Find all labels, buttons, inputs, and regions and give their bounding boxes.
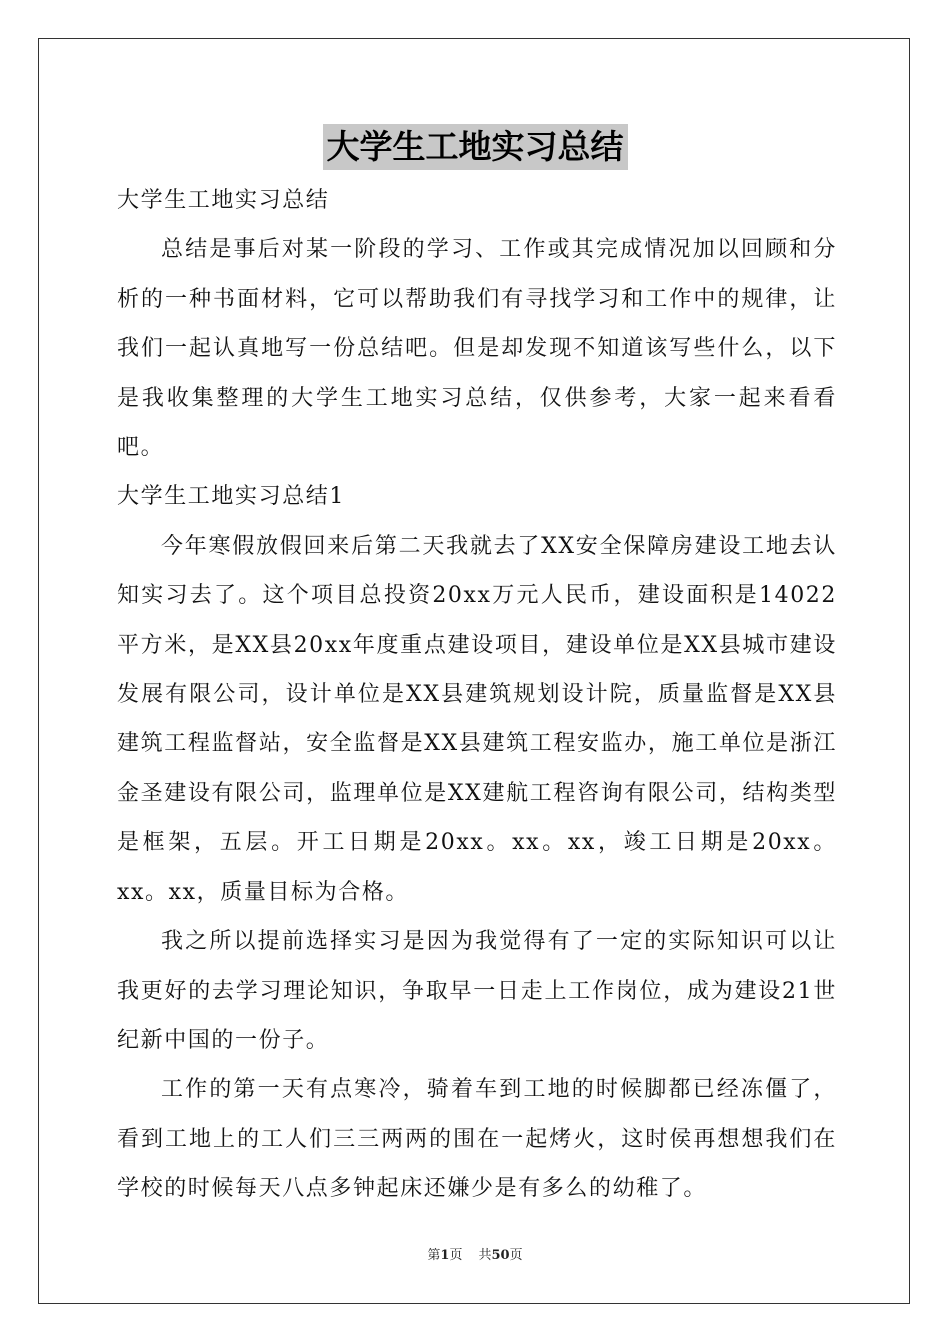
document-body xyxy=(117,176,837,1214)
body-paragraph: 今年寒假放假回来后第二天我就去了XX安全保障房建设工地去认知实习去了。这个项目总投资20xx万元人民币，建设面积是14022平方米，是XX县20xx年度重点建设项目，建设单位是XX县城市建设发展有限公司，设计单位是XX县建筑规划设计院，质量监督是XX县建筑工程监督站，安全监督是XX县建筑工程安监办，施工单位是浙江金圣建设有限公司，监理单位是XX建航工程咨询有限公司，结构类型是框架，五层。开工日期是20xx。xx。xx，竣工日期是20xx。xx。xx，质量目标为合格。 xyxy=(117,533,837,905)
page-suffix: 页 xyxy=(449,1248,463,1263)
intro-paragraph: 总结是事后对某一阶段的学习、工作或其完成情况加以回顾和分析的一种书面材料，它可以帮助我们有寻找学习和工作中的规律，让我们一起认真地写一份总结吧。但是却发现不知道该写些什么，以下是我收集整理的大学生工地实习总结，仅供参考，大家一起来看看吧。 xyxy=(117,237,837,461)
body-paragraph: 工作的第一天有点寒冷，骑着车到工地的时候脚都已经冻僵了，看到工地上的工人们三三两两的围在一起烤火，这时侯再想想我们在学校的时候每天八点多钟起床还嫌少是有多么的幼稚了。 xyxy=(117,1077,837,1202)
section-heading: 大学生工地实习总结1 xyxy=(117,484,345,510)
section-heading: 大学生工地实习总结 xyxy=(117,188,330,213)
page-prefix: 第 xyxy=(427,1248,441,1263)
page-footer xyxy=(0,1246,950,1266)
title-container xyxy=(0,124,950,170)
document-title: 大学生工地实习总结 xyxy=(323,124,628,170)
total-pages: 50 xyxy=(491,1248,510,1263)
body-paragraph: 我之所以提前选择实习是因为我觉得有了一定的实际知识可以让我更好的去学习理论知识，争取早一日走上工作岗位，成为建设21世纪新中国的一份子。 xyxy=(117,929,837,1053)
total-prefix: 共 xyxy=(478,1248,492,1263)
total-suffix: 页 xyxy=(509,1248,523,1263)
page-number: 1 xyxy=(440,1248,450,1263)
